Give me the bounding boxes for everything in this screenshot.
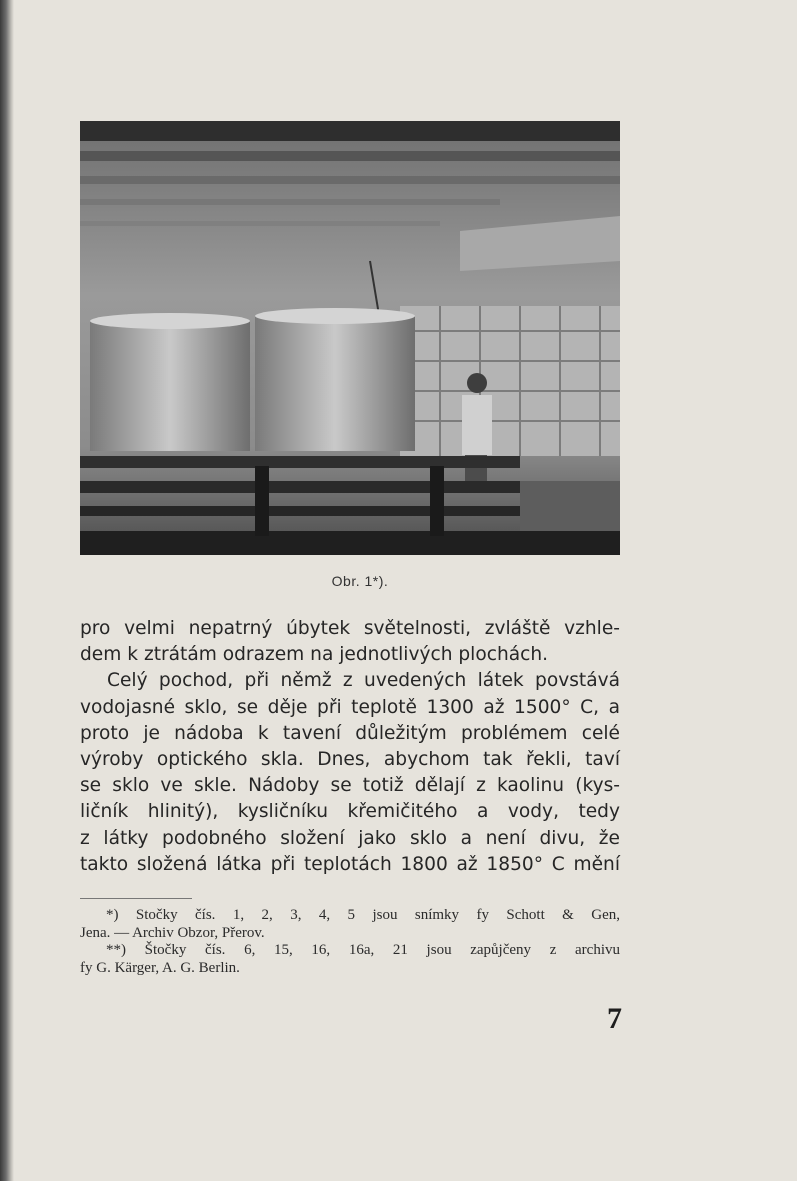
body-line: takto složená látka při teplotách 1800 až 1850° C mění	[80, 853, 620, 875]
body-line: se sklo ve skle. Nádoby se totiž dělají z kaolinu (kys-	[80, 775, 620, 797]
body-line: ličník hlinitý), kysličníku křemičitého a vody, tedy	[80, 801, 620, 823]
body-text	[80, 616, 620, 878]
glass-factory-photo	[80, 121, 620, 555]
footnotes	[80, 907, 620, 977]
body-line: výroby optického skla. Dnes, abychom tak řekli, taví	[80, 749, 620, 771]
body-line: pro velmi nepatrný úbytek světelnosti, zvláště vzhle-	[80, 618, 620, 639]
footnote-line: *) Stočky čís. 1, 2, 3, 4, 5 jsou snímky fy Schott & Gen,	[106, 907, 620, 923]
figure-photo	[80, 121, 620, 555]
figure-caption: Obr. 1*).	[331, 573, 389, 589]
body-line: vodojasné sklo, se děje při teplotě 1300 až 1500° C, a	[80, 696, 620, 718]
body-line: dem k ztrátám odrazem na jednotlivých plochách.	[80, 644, 549, 666]
body-line: proto je nádoba k tavení důležitým problémem celé	[80, 722, 620, 744]
footnote-line: **) Štočky čís. 6, 15, 16, 16a, 21 jsou zapůjčeny z archivu	[106, 942, 620, 958]
body-line: Celý pochod, při němž z uvedených látek povstává	[107, 670, 620, 692]
book-binding-edge	[0, 0, 14, 1181]
page-number: 7	[607, 1002, 622, 1035]
footnote-divider	[80, 898, 192, 899]
body-line: z látky podobného složení jako sklo a není divu, že	[80, 827, 620, 849]
footnote-line: Jena. — Archiv Obzor, Přerov.	[80, 924, 265, 941]
footnote-line: fy G. Kärger, A. G. Berlin.	[80, 959, 240, 976]
